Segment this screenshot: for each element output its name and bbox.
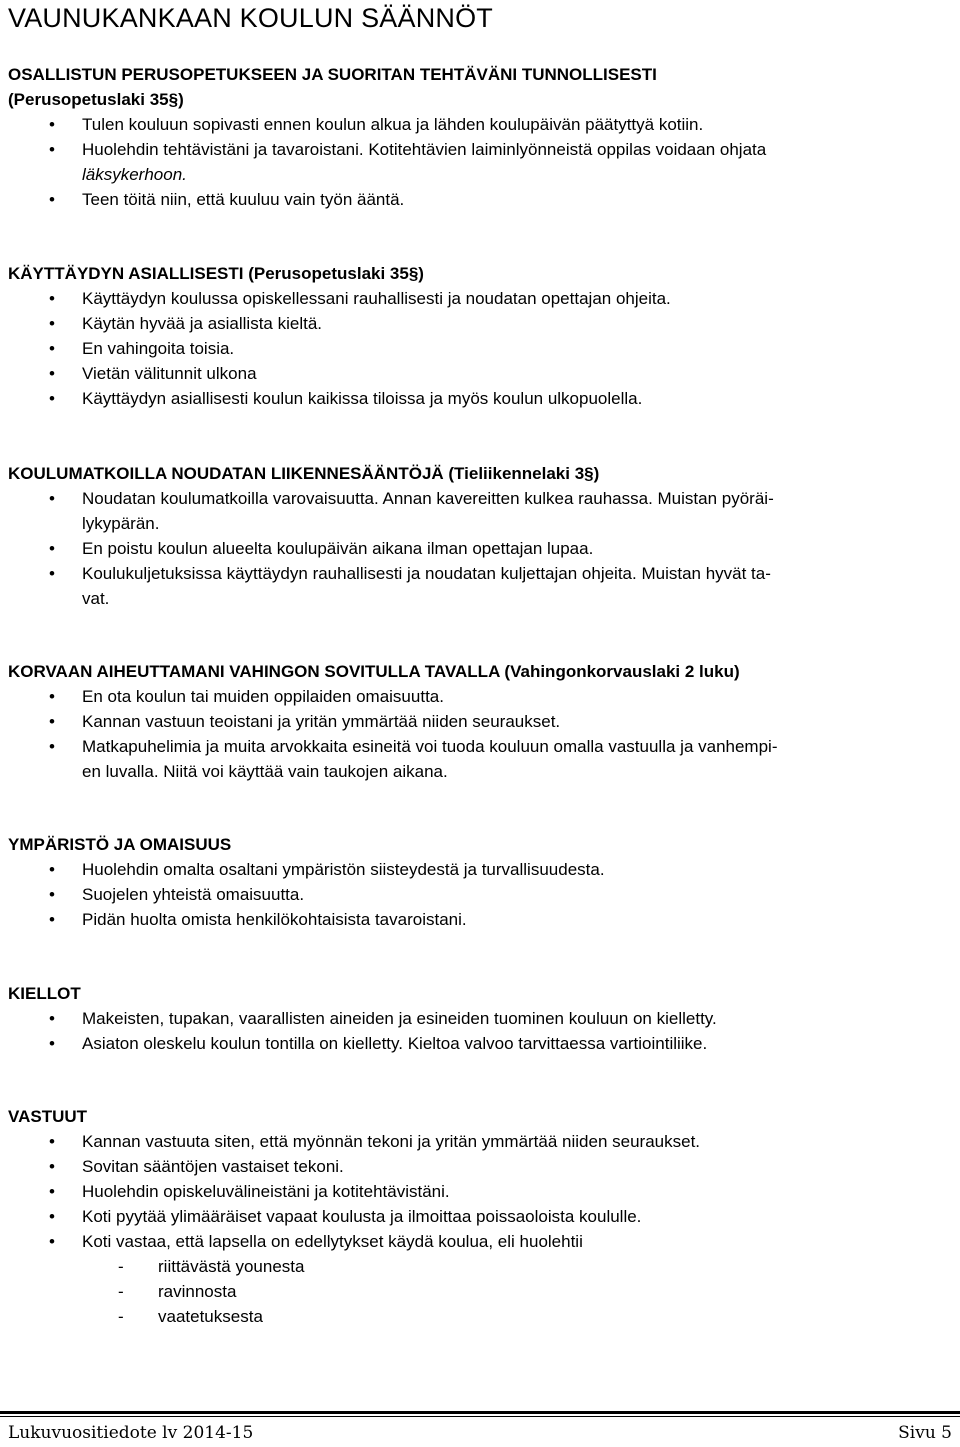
page-number: Sivu 5 bbox=[898, 1423, 952, 1443]
section-heading: OSALLISTUN PERUSOPETUKSEEN JA SUORITAN TEHTÄVÄNI TUNNOLLISESTI bbox=[8, 65, 657, 84]
section-responsibilities bbox=[8, 1104, 948, 1329]
list-item: • Noudatan koulumatkoilla varovaisuutta. Annan kavereitten kulkea rauhassa. Muistan pyöräi- lykypärän. bbox=[8, 486, 948, 536]
list-item: • Kannan vastuun teoistani ja yritän ymmärtää niiden seuraukset. bbox=[8, 709, 948, 734]
list-item: • Huolehdin omalta osaltani ympäristön siisteydestä ja turvallisuudesta. bbox=[8, 857, 948, 882]
bullet-icon: • bbox=[49, 115, 55, 134]
bullet-icon: • bbox=[49, 1034, 55, 1053]
bullet-icon: • bbox=[49, 489, 55, 508]
list-item: • En ota koulun tai muiden oppilaiden omaisuutta. bbox=[8, 684, 948, 709]
bullet-icon: • bbox=[49, 860, 55, 879]
bullet-icon: • bbox=[49, 1009, 55, 1028]
list-item: • Tulen kouluun sopivasti ennen koulun alkua ja lähden koulupäivän päätyttyä kotiin. bbox=[8, 112, 948, 137]
list-item: • En poistu koulun alueelta koulupäivän aikana ilman opettajan lupaa. bbox=[8, 536, 948, 561]
section-heading: KIELLOT bbox=[8, 984, 81, 1003]
bullet-icon: • bbox=[49, 1207, 55, 1226]
bullet-icon: • bbox=[49, 539, 55, 558]
section-damages bbox=[8, 659, 948, 784]
list-item: • Käytän hyvää ja asiallista kieltä. bbox=[8, 311, 948, 336]
bullet-icon: • bbox=[49, 314, 55, 333]
section-heading-law: (Perusopetuslaki 35§) bbox=[8, 90, 184, 109]
dash-icon: - bbox=[118, 1307, 124, 1326]
section-heading: KORVAAN AIHEUTTAMANI VAHINGON SOVITULLA TAVALLA (Vahingonkorvauslaki 2 luku) bbox=[8, 662, 740, 681]
section-prohibitions bbox=[8, 981, 948, 1056]
bullet-icon: • bbox=[49, 885, 55, 904]
list-item: • Koti pyytää ylimääräiset vapaat koulusta ja ilmoittaa poissaoloista koululle. bbox=[8, 1204, 948, 1229]
section-traffic bbox=[8, 461, 948, 611]
bullet-icon: • bbox=[49, 737, 55, 756]
sub-list-item: - vaatetuksesta bbox=[8, 1304, 948, 1329]
bullet-icon: • bbox=[49, 712, 55, 731]
list-item: • Koti vastaa, että lapsella on edellytykset käydä koulua, eli huolehtii bbox=[8, 1229, 948, 1254]
section-behaviour bbox=[8, 261, 948, 411]
dash-icon: - bbox=[118, 1282, 124, 1301]
bullet-icon: • bbox=[49, 140, 55, 159]
section-participation bbox=[8, 62, 948, 212]
list-item: • Matkapuhelimia ja muita arvokkaita esineitä voi tuoda kouluun omalla vastuulla ja vanhempi- en luvalla. Niitä voi käyttää vain taukojen aikana. bbox=[8, 734, 948, 784]
list-item: • En vahingoita toisia. bbox=[8, 336, 948, 361]
section-heading: YMPÄRISTÖ JA OMAISUUS bbox=[8, 835, 232, 854]
bullet-icon: • bbox=[49, 339, 55, 358]
list-item: • Suojelen yhteistä omaisuutta. bbox=[8, 882, 948, 907]
sub-list-item: - ravinnosta bbox=[8, 1279, 948, 1304]
list-item: • Pidän huolta omista henkilökohtaisista tavaroistani. bbox=[8, 907, 948, 932]
bullet-icon: • bbox=[49, 364, 55, 383]
bullet-icon: • bbox=[49, 1132, 55, 1151]
bullet-icon: • bbox=[49, 1232, 55, 1251]
dash-icon: - bbox=[118, 1257, 124, 1276]
page-footer bbox=[0, 1411, 960, 1447]
bullet-icon: • bbox=[49, 910, 55, 929]
list-item: • Huolehdin opiskeluvälineistäni ja kotitehtävistäni. bbox=[8, 1179, 948, 1204]
bullet-icon: • bbox=[49, 687, 55, 706]
list-item: • Koulukuljetuksissa käyttäydyn rauhallisesti ja noudatan kuljettajan ohjeita. Muistan hyvät ta- vat. bbox=[8, 561, 948, 611]
list-item: • Sovitan sääntöjen vastaiset tekoni. bbox=[8, 1154, 948, 1179]
sub-list-item: - riittävästä younesta bbox=[8, 1254, 948, 1279]
section-heading: KOULUMATKOILLA NOUDATAN LIIKENNESÄÄNTÖJÄ (Tieliikennelaki 3§) bbox=[8, 464, 600, 483]
section-heading: VASTUUT bbox=[8, 1107, 88, 1126]
list-item: • Kannan vastuuta siten, että myönnän tekoni ja yritän ymmärtää niiden seuraukset. bbox=[8, 1129, 948, 1154]
section-heading: KÄYTTÄYDYN ASIALLISESTI (Perusopetuslaki 35§) bbox=[8, 264, 424, 283]
list-item: • Asiaton oleskelu koulun tontilla on kielletty. Kieltoa valvoo tarvittaessa vartiointiliike. bbox=[8, 1031, 948, 1056]
list-item: • Huolehdin tehtävistäni ja tavaroistani. Kotitehtävien laiminlyönneistä oppilas voidaan ohjata läksykerhoon. bbox=[8, 137, 948, 187]
list-item: • Vietän välitunnit ulkona bbox=[8, 361, 948, 386]
footer-title: Lukuvuositiedote lv 2014-15 bbox=[8, 1423, 254, 1443]
bullet-icon: • bbox=[49, 190, 55, 209]
list-item: • Käyttäydyn asiallisesti koulun kaikissa tiloissa ja myös koulun ulkopuolella. bbox=[8, 386, 948, 411]
bullet-icon: • bbox=[49, 1157, 55, 1176]
page-title: VAUNUKANKAAN KOULUN SÄÄNNÖT bbox=[8, 3, 493, 33]
list-item: • Teen töitä niin, että kuuluu vain työn ääntä. bbox=[8, 187, 948, 212]
section-environment bbox=[8, 832, 948, 932]
list-item: • Makeisten, tupakan, vaarallisten aineiden ja esineiden tuominen kouluun on kielletty. bbox=[8, 1006, 948, 1031]
bullet-icon: • bbox=[49, 1182, 55, 1201]
bullet-icon: • bbox=[49, 289, 55, 308]
bullet-icon: • bbox=[49, 389, 55, 408]
bullet-icon: • bbox=[49, 564, 55, 583]
list-item: • Käyttäydyn koulussa opiskellessani rauhallisesti ja noudatan opettajan ohjeita. bbox=[8, 286, 948, 311]
